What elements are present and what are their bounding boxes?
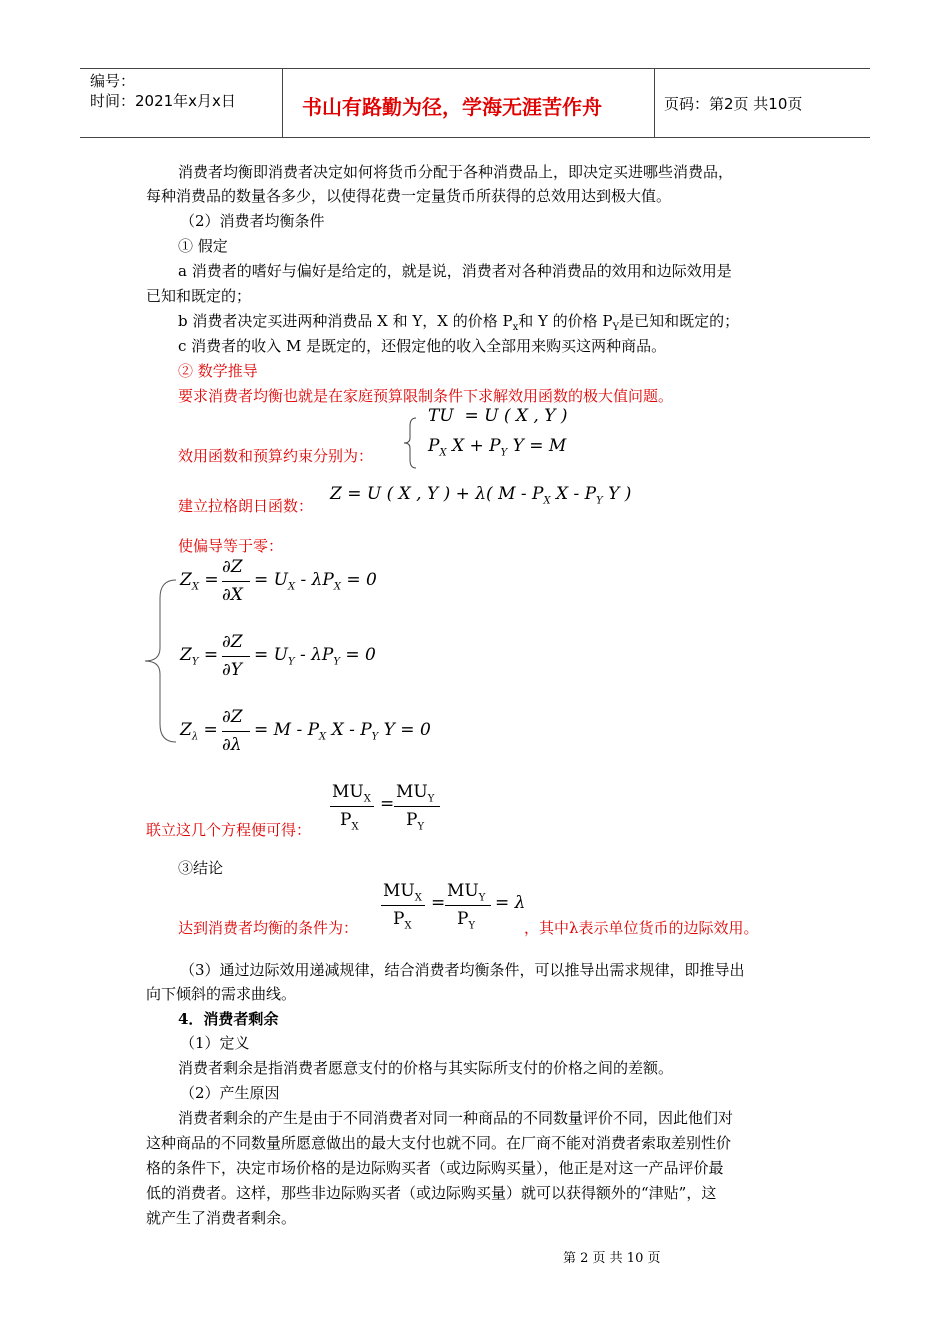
- subheading: ② 数学推导: [178, 362, 258, 380]
- lagrange-label: 建立拉格朗日函数：: [178, 497, 314, 515]
- eq-zy-num: ∂Z: [222, 632, 243, 652]
- condition-label: 达到消费者均衡的条件为：: [178, 919, 359, 937]
- frac-muy-num: $MU_Y$: [396, 782, 435, 805]
- cond-py-den: $P_Y$: [457, 909, 476, 932]
- brace-icon: [402, 416, 418, 470]
- page-label: 页码：第2页 共10页: [664, 95, 803, 113]
- para-line: a 消费者的嗜好与偏好是给定的，就是说，消费者对各种消费品的效用和边际效用是: [178, 262, 732, 280]
- eq-zl-den: ∂λ: [222, 735, 242, 755]
- para-line: 这种商品的不同数量所愿意做出的最大支付也就不同。在厂商不能对消费者索取差别性价: [146, 1134, 732, 1152]
- motto: 书山有路勤为径，学海无涯苦作舟: [302, 95, 602, 119]
- eq-zl-num: ∂Z: [222, 707, 243, 727]
- para-line: b 消费者决定买进两种消费品 X 和 Y，X 的价格 $P_x$和 Y 的价格 $P_Y$是已知和既定的；: [178, 312, 740, 333]
- section-heading: （2）消费者均衡条件: [180, 212, 325, 230]
- cond-px-den: $P_X$: [393, 909, 412, 932]
- eq-budget: $P_X$ $X + P_Y$ Y = M: [428, 436, 567, 459]
- cond-muy-num: $MU_Y$: [447, 881, 486, 904]
- frac-mux-num: $MU_X$: [332, 782, 371, 805]
- eq-zy-rhs: = $U_Y - \lambda P_Y = 0$: [254, 645, 376, 668]
- para-line: 格的条件下，决定市场价格的是边际购买者（或边际购买量），他正是对这一产品评价最: [146, 1159, 724, 1177]
- cond-mux-num: $MU_X$: [383, 881, 422, 904]
- para-line: 已知和既定的；: [146, 287, 252, 305]
- eq-lagrange: Z = U ( X , Y ) + λ( M - $P_X$ X - $P_Y$ Y ): [330, 484, 632, 507]
- para-line: 要求消费者均衡也就是在家庭预算限制条件下求解效用函数的极大值问题。: [178, 387, 674, 405]
- para-line: 消费者剩余是指消费者愿意支付的价格与其实际所支付的价格之间的差额。: [178, 1059, 674, 1077]
- brace-icon: [142, 578, 178, 744]
- para-line: 消费者剩余的产生是由于不同消费者对同一种商品的不同数量评价不同，因此他们对: [178, 1109, 734, 1127]
- subheading: （1）定义: [180, 1034, 250, 1052]
- partial-label: 使偏导等于零：: [178, 537, 284, 555]
- eq-zy-den: ∂Y: [222, 660, 243, 680]
- condition-note: ，其中λ表示单位货币的边际效用。: [524, 919, 759, 937]
- eq-zx-lhs: $Z_X$ =: [180, 570, 219, 593]
- para-line: 消费者均衡即消费者决定如何将货币分配于各种消费品上，即决定买进哪些消费品，: [178, 163, 734, 181]
- page-footer: 第 2 页 共 10 页: [563, 1251, 661, 1266]
- eq-tu: TU = U ( X , Y ): [428, 406, 568, 426]
- subheading: ① 假定: [178, 237, 228, 255]
- para-line: （3）通过边际效用递减规律，结合消费者均衡条件，可以推导出需求规律，即推导出: [180, 961, 745, 979]
- para-line: c 消费者的收入 M 是既定的，还假定他的收入全部用来购买这两种商品。: [178, 337, 667, 355]
- para-line: 向下倾斜的需求曲线。: [146, 985, 297, 1003]
- combine-label: 联立这几个方程便可得：: [146, 821, 312, 839]
- frac-py-den: $P_Y$: [406, 810, 425, 833]
- time-label: 时间：2021年x月x日: [90, 92, 236, 110]
- para-line: 就产生了消费者剩余。: [146, 1209, 297, 1227]
- eq-zx-den: ∂X: [222, 585, 243, 605]
- subheading: （2）产生原因: [180, 1084, 280, 1102]
- eq-zx-num: ∂Z: [222, 557, 243, 577]
- eq-zl-rhs: = M - $P_X$ X - $P_Y$ Y = 0: [254, 720, 431, 743]
- subheading: ③结论: [178, 859, 224, 877]
- para-line: 每种消费品的数量各多少，以使得花费一定量货币所获得的总效用达到极大值。: [146, 187, 672, 205]
- number-label: 编号：: [90, 72, 136, 90]
- para-line: 低的消费者。这样，那些非边际购买者（或边际购买量）就可以获得额外的“津贴”，这: [146, 1184, 717, 1202]
- utility-label: 效用函数和预算约束分别为：: [178, 447, 374, 465]
- eq-zy-lhs: $Z_Y$ =: [180, 645, 219, 668]
- eq-zx-rhs: = $U_X - \lambda P_X = 0$: [254, 570, 377, 593]
- section-heading: 4．消费者剩余: [178, 1010, 279, 1028]
- frac-px-den: $P_X$: [340, 810, 359, 833]
- eq-zl-lhs: $Z_\lambda$ =: [180, 720, 218, 743]
